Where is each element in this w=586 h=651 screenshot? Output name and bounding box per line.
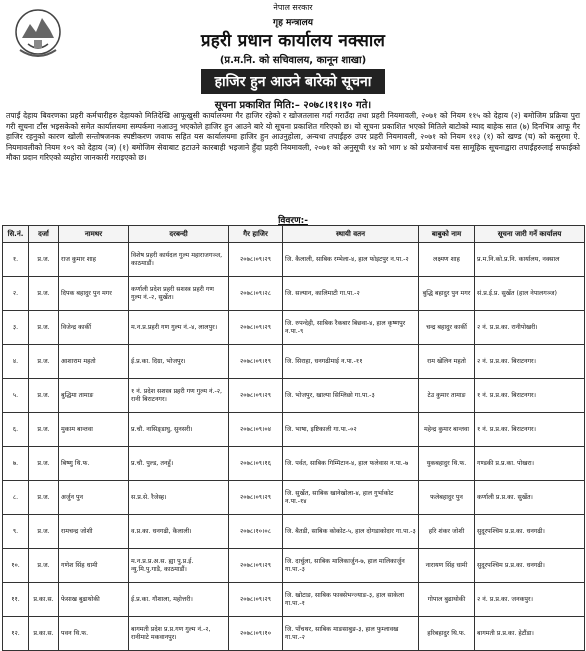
table-row [3,617,585,651]
header-issuing-office: सूचना जारी गर्ने कार्यालय [475,226,585,243]
name-cell: दिपक बहादुर पुन मगर [59,277,129,311]
table-row [3,515,585,549]
sub-office-name: (प्र.म.नि. को सचिवालय, कानून शाखा) [219,55,367,66]
absent-date-cell: २०७८।०९।२९ [229,243,283,277]
header-rank: दर्जा [29,226,59,243]
issuing-office-cell: २ नं. प्र.प्र.का. रानीपोखरी। [475,311,585,345]
posting-cell: ई.प्र.का. गौशाला, महोत्तरी। [129,583,229,617]
government-name: नेपाल सरकार [273,3,313,12]
issuing-office-cell: सं.प्र.ई.प्र. सुर्खेत (हाल नेपालगञ्ज) [475,277,585,311]
absent-date-cell: २०७८।०९।२९ [229,481,283,515]
father-name-cell: युकबहादुर थि.फ. [419,447,475,481]
rank-cell: प्र.का.स. [29,583,59,617]
header-absent-date: गैर हाजिर [229,226,283,243]
rank-cell: प्र.ज. [29,379,59,413]
name-cell: अर्जुन पुन [59,481,129,515]
rank-cell: प्र.ज. [29,481,59,515]
name-cell: बुद्धिमा तामाङ [59,379,129,413]
header-name: नामथर [59,226,129,243]
publication-date: सूचना प्रकाशित मिति:– २०७८।११।१० गते। [214,100,372,111]
issuing-office-cell: गण्डकी प्र.प्र.का. पोखरा। [475,447,585,481]
absent-date-cell: २०७८।०९।१९ [229,345,283,379]
address-cell: जि. कैलाली, साबिक रम्भेला-४, हाल फोइटपुर न.पा.-२ [283,243,419,277]
table-row [3,277,585,311]
absent-date-cell: २०७८।०९।०४ [229,413,283,447]
issuing-office-cell: १ नं. प्र.प्र.का. बिराटनगर। [475,413,585,447]
office-name: प्रहरी प्रधान कार्यालय नक्साल [200,31,386,51]
name-cell: आशाराम महतो [59,345,129,379]
posting-cell: प्र.चौ. नासिङ्डाघु, सुनसरी। [129,413,229,447]
notice-title-wrapper [0,69,586,94]
table-row [3,413,585,447]
table-row [3,243,585,277]
table-row [3,583,585,617]
address-cell: जि. सुर्खेत, साबिक खानेखोला-४, हाल गुर्भाकोट न.पा.-१४ [283,481,419,515]
issuing-office-cell: २ नं. प्र.प्र.का. जनकपुर। [475,583,585,617]
table-row [3,447,585,481]
father-name-cell: गोपाल बुढाथोकी [419,583,475,617]
rank-cell: प्र.ज. [29,549,59,583]
posting-cell: स.प्र.से. रैजेस्ह। [129,481,229,515]
absent-date-cell: २०७८।०९।२८ [229,277,283,311]
rank-cell: प्र.ज. [29,413,59,447]
ministry-name: गृह मन्त्रालय [273,18,313,28]
intro-paragraph: तपाईं देहाय बिवरणका प्रहरी कर्मचारीहरु देहायको मितिदेखि आफूखुसी कार्यालयमा गैर हाजिर रहेको र खोजतलास गर्दा गराउँदा तथा प्रहरी नियमावली, २०७१ को नियम ११५ को देहाय (२) बमोजिम प्रक्रिया पुरा गरी सूचना टाँस भइसकेको समेत कार्यालयमा सम्पर्कमा नआउनु भएकोले हाजिर हुन आउने बारे यो सूचना प्रकाशित गरिएको छ। यो सूचना प्रकाशित भएको मितिले बाटोको म्याद बाहेक सात (७) दिनभित्र आफू गैर हाजिर रहनुको कारण खोली सन्तोषजनक स्पष्टीकरण जवाफ सहित यस कार्यालयमा हाजिर हुन आउनुहोला, अन्यथा तपाईंहरु उपर प्रहरी नियमावली, २०७१ को नियम ११३ (१) को खण्ड (च) को कसुरमा ऐ. नियमावलीको नियम १०९ को देहाय (ञ) (१) बमोजिम सेवाबाट हटाउने कारबाही भइजाने हुँदा प्रहरी नियमावली, २०७१ को अनुसूची १४ को भाग ४ को प्रयोजनार्थ यस सामूहिक सूचनाद्वारा तपाईंहरुलाई सफाईको मौका प्रदान गरिएको व्यहोरा जानकारी गराइएको छ। [6,111,580,163]
header-father-name: बाबुको नाम [419,226,475,243]
serial-cell: ११. [3,583,29,617]
absent-date-cell: २०७८।०९।१० [229,617,283,651]
table-body [3,243,585,651]
issuing-office-cell: सुदूरपश्चिम प्र.प्र.का. धनगढी। [475,549,585,583]
serial-cell: ५. [3,379,29,413]
address-cell: जि. खोटाङ, साबिक फाक्सेभन्ज्याङ-३, हाल साकेला गा.पा.-१ [283,583,419,617]
father-name-cell: नारायण सिंह धामी [419,549,475,583]
list-title: विवरण:- [278,216,308,226]
posting-cell: म.न.प्र.प्रहरी गण गुल्म नं.-४, लालपुर। [129,311,229,345]
address-cell: जि. रुपन्देही, साबिक रैकबार बिछवा-४, हाल कृष्णपुर न.पा.-९ [283,311,419,345]
name-cell: विजेन्द्र कार्की [59,311,129,345]
rank-cell: प्र.का.स. [29,617,59,651]
absent-date-cell: २०७८।०९।२९ [229,583,283,617]
table-row [3,379,585,413]
posting-cell: म.न.प्र.प्र.अ.स. ह्या पु.प्र.ई. न्यु.मि.पु.गाडै, काठमाडौं। [129,549,229,583]
table-row [3,549,585,583]
name-cell: फेसाख बुढाथोकी [59,583,129,617]
address-cell: जि. सल्यान, कालिमाटी गा.पा.-२ [283,277,419,311]
address-cell: जि. दार्चुला, साबिक मालिकार्जुन-७, हाल मालिकार्जुन गा.पा.-३ [283,549,419,583]
name-cell: बिष्णु थि.फ. [59,447,129,481]
father-name-cell: राम खेलिन महतो [419,345,475,379]
serial-cell: ९. [3,515,29,549]
address-cell: जि. भोजपुर, खाल्पा सिम्लिछो गा.पा.-३ [283,379,419,413]
address-cell: जि. भाषा, इष्टिकाली गा.पा.-०२ [283,413,419,447]
notice-title: हाजिर हुन आउने बारेको सूचना [201,69,386,94]
issuing-office-cell: प्र.म.नि.को.प्र.नि. कार्यालय, नक्साल [475,243,585,277]
father-name-cell: चन्द्र बहादुर कार्की [419,311,475,345]
header-serial: सि.नं. [3,226,29,243]
serial-cell: ७. [3,447,29,481]
rank-cell: प्र.ज. [29,311,59,345]
rank-cell: प्र.ज. [29,515,59,549]
header-permanent-address: स्थायी वतन [283,226,419,243]
serial-cell: १. [3,243,29,277]
name-cell: राज कुमार शाह [59,243,129,277]
absent-date-cell: २०७८।०९।१६ [229,447,283,481]
posting-cell: प्र.चौ. पुल्ड, तनहुँ। [129,447,229,481]
serial-cell: १०. [3,549,29,583]
table-row [3,311,585,345]
personnel-table [2,225,585,651]
serial-cell: ३. [3,311,29,345]
rank-cell: प्र.ज. [29,277,59,311]
name-cell: मुकाम बान्तवा [59,413,129,447]
father-name-cell: लक्ष्मण शाह [419,243,475,277]
name-cell: गणेश सिंह धामी [59,549,129,583]
issuing-office-cell: कर्णाली प्र.प्र.का. सुर्खेत। [475,481,585,515]
serial-cell: ८. [3,481,29,515]
absent-date-cell: २०७८।१०।०८ [229,515,283,549]
serial-cell: ६. [3,413,29,447]
father-name-cell: हरिबहादुर थि.फ. [419,617,475,651]
address-cell: जि. पर्वत, साबिक गिम्मिटान-४, हाल फलेवास न.पा.-७ [283,447,419,481]
father-name-cell: बुद्धि बहादुर पुन मगर [419,277,475,311]
name-cell: रामचन्द्र जोशी [59,515,129,549]
absent-date-cell: २०७८।०९।२९ [229,379,283,413]
issuing-office-cell: सुदूरपश्चिम प्र.प्र.का. धनगढी। [475,515,585,549]
issuing-office-cell: १ नं. प्र.प्र.का. बिराटनगर। [475,379,585,413]
header-posting: दरबन्दी [129,226,229,243]
absent-date-cell: २०७८।०९।२९ [229,311,283,345]
father-name-cell: हरि शंकर जोशी [419,515,475,549]
posting-cell: व.प्र.का. धनगढी, कैलाली। [129,515,229,549]
posting-cell: कर्णाली प्रदेश प्रहरी सशस्त्र प्रहरी गण गुल्म नं.-२, सुर्खेत। [129,277,229,311]
serial-cell: २. [3,277,29,311]
address-cell: जि. बैतडी, साबिक कोकोट-५, हाल दोगडाकोदार गा.पा.-३ [283,515,419,549]
issuing-office-cell: २ नं. प्र.प्र.का. बिराटनगर। [475,345,585,379]
father-name-cell: टेउ कुमार तामाङ [419,379,475,413]
posting-cell: बागमती प्रदेश प्र.प्र.गण गुल्म नं.-२, रानीमाटे मकवानपुर। [129,617,229,651]
rank-cell: प्र.ज. [29,243,59,277]
posting-cell: ई.प्र.का. दिग्रा, भोजपुर। [129,345,229,379]
name-cell: पवन थि.फ. [59,617,129,651]
serial-cell: ४. [3,345,29,379]
table-header-row [3,226,585,243]
absent-date-cell: २०७८।०९।२९ [229,549,283,583]
address-cell: जि. सिराहा, धनगढीमाई न.पा.-११ [283,345,419,379]
table-row [3,481,585,515]
posting-cell: विशेष प्रहरी कार्यदल गुल्म महाराजगञ्ज, काठमाडौं। [129,243,229,277]
posting-cell: १ नं. प्रदेश सशस्त्र प्रहरी गण गुल्म नं.-२, रानी बिराटनगर। [129,379,229,413]
issuing-office-cell: बागमती प्र.प्र.का. हेटौंडा। [475,617,585,651]
address-cell: जि. पाँचथर, साबिक माङसाबुङ-३, हाल फुम्लावख गा.पा.-२ [283,617,419,651]
rank-cell: प्र.ज. [29,345,59,379]
serial-cell: १२. [3,617,29,651]
table-row [3,345,585,379]
father-name-cell: महेन्द्र कुमार बान्तवा [419,413,475,447]
rank-cell: प्र.ज. [29,447,59,481]
father-name-cell: फलेबहादुर पुन [419,481,475,515]
